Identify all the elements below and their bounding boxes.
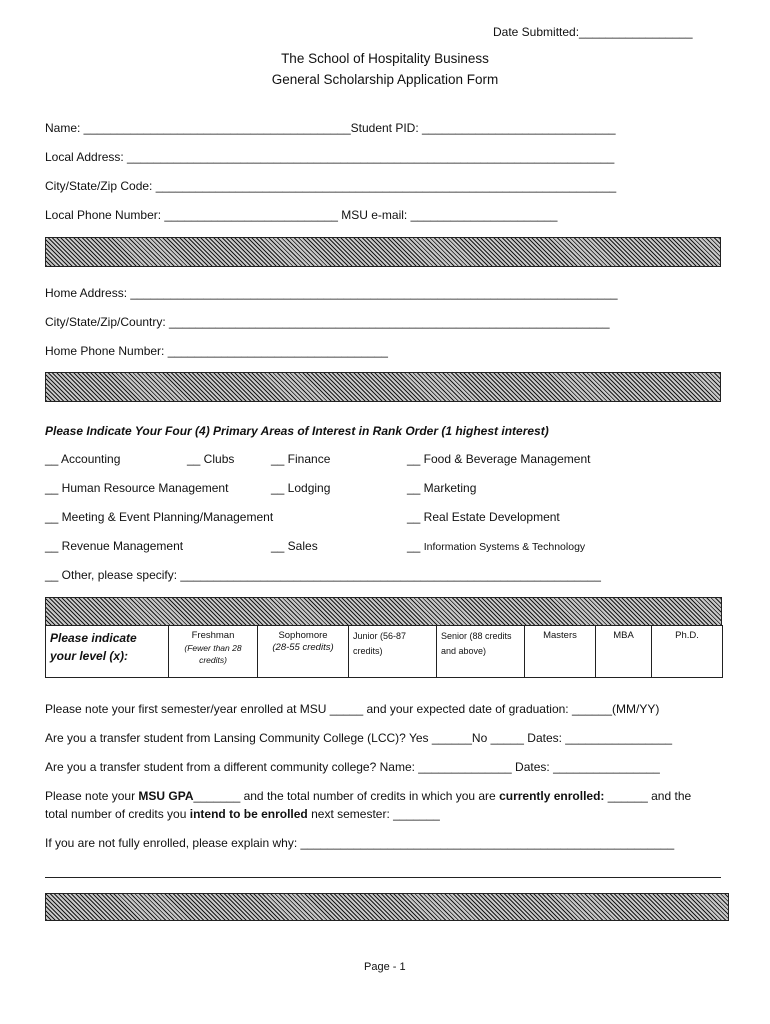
next-semester-credits-field[interactable] — [45, 807, 440, 821]
home-address-field[interactable]: Home Address: _________________________________________________________________________ — [45, 286, 618, 300]
level-freshman-note: (Fewer than 28 credits) — [184, 643, 242, 665]
interest-food-beverage[interactable]: __ Food & Beverage Management — [407, 452, 591, 466]
level-sophomore-cell[interactable] — [258, 626, 349, 678]
level-senior: Senior (88 credits and above) — [441, 631, 512, 656]
gpa-text-3: ______ and the — [604, 789, 692, 803]
interest-clubs[interactable]: __ Clubs — [187, 452, 235, 466]
level-sophomore: Sophomore — [278, 630, 328, 641]
level-phd: Ph.D. — [675, 630, 699, 641]
local-phone-email-field[interactable]: Local Phone Number: __________________________ MSU e-mail: ______________________ — [45, 208, 558, 222]
interest-info-systems[interactable] — [407, 539, 585, 553]
interest-sales[interactable]: __ Sales — [271, 539, 318, 553]
interest-info-systems-blank: __ — [407, 539, 424, 553]
not-enrolled-explain-field[interactable]: If you are not fully enrolled, please explain why: ________________________________________________________ — [45, 836, 675, 850]
local-address-field[interactable]: Local Address: _________________________________________________________________________ — [45, 150, 615, 164]
page-number: Page - 1 — [364, 961, 406, 973]
interests-heading: Please Indicate Your Four (4) Primary Areas of Interest in Rank Order (1 highest interest) — [45, 424, 549, 438]
form-subtitle: General Scholarship Application Form — [271, 72, 499, 87]
interest-lodging[interactable]: __ Lodging — [271, 481, 331, 495]
gpa-text-1: Please note your — [45, 789, 139, 803]
level-sophomore-note: (28-55 credits) — [272, 642, 334, 653]
gpa-label: MSU GPA — [138, 789, 194, 803]
section-divider — [45, 372, 721, 402]
transfer-lcc-field[interactable]: Are you a transfer student from Lansing Community College (LCC)? Yes ______No _____ Dates: ________________ — [45, 731, 673, 745]
interest-revenue[interactable]: __ Revenue Management — [45, 539, 184, 553]
form-title: The School of Hospitality Business — [281, 51, 489, 66]
transfer-other-field[interactable]: Are you a transfer student from a different community college? Name: ______________ Dates: ________________ — [45, 760, 660, 774]
level-heading-cell — [46, 626, 169, 678]
section-divider — [45, 237, 721, 267]
interest-marketing[interactable]: __ Marketing — [407, 481, 477, 495]
first-semester-field[interactable]: Please note your first semester/year enrolled at MSU _____ and your expected date of graduation: ______(MM/YY) — [45, 702, 660, 716]
interest-finance[interactable]: __ Finance — [271, 452, 331, 466]
explanation-line[interactable] — [45, 877, 721, 878]
home-city-state-zip-country-field[interactable]: City/State/Zip/Country: __________________________________________________________________ — [45, 315, 610, 329]
gpa-text-2: _______ and the total number of credits in which you are — [193, 789, 500, 803]
level-mba-cell[interactable] — [596, 626, 652, 678]
interest-real-estate[interactable]: __ Real Estate Development — [407, 510, 560, 524]
next-semester-text-2: next semester: _______ — [307, 807, 440, 821]
interest-accounting[interactable]: __ Accounting — [45, 452, 121, 466]
section-divider — [45, 597, 722, 626]
name-pid-field[interactable]: Name: ________________________________________Student PID: _____________________________ — [45, 121, 616, 135]
level-phd-cell[interactable] — [652, 626, 723, 678]
gpa-credits-field[interactable] — [45, 789, 691, 803]
currently-enrolled-label: currently enrolled: — [499, 789, 605, 803]
level-heading: Please indicate your level (x): — [50, 631, 137, 663]
intend-enrolled-label: intend to be enrolled — [189, 807, 308, 821]
level-junior-cell[interactable] — [349, 626, 437, 678]
next-semester-text-1: total number of credits you — [45, 807, 190, 821]
level-freshman: Freshman — [191, 630, 235, 641]
level-freshman-cell[interactable] — [169, 626, 258, 678]
level-masters-cell[interactable] — [525, 626, 596, 678]
interest-meeting-event[interactable]: __ Meeting & Event Planning/Management — [45, 510, 274, 524]
level-mba: MBA — [613, 630, 634, 641]
city-state-zip-field[interactable]: City/State/Zip Code: _____________________________________________________________________ — [45, 179, 617, 193]
interest-other-field[interactable]: __ Other, please specify: _______________________________________________________________ — [45, 568, 601, 582]
level-table — [45, 625, 723, 678]
interest-human-resource[interactable]: __ Human Resource Management — [45, 481, 229, 495]
level-masters: Masters — [543, 630, 577, 641]
date-submitted-field[interactable]: Date Submitted:_________________ — [493, 25, 693, 39]
level-junior: Junior (56-87 credits) — [353, 631, 407, 656]
section-divider — [45, 893, 729, 921]
interest-info-systems-label: Information Systems & Technology — [423, 541, 586, 553]
level-senior-cell[interactable] — [437, 626, 525, 678]
home-phone-field[interactable]: Home Phone Number: _________________________________ — [45, 344, 388, 358]
